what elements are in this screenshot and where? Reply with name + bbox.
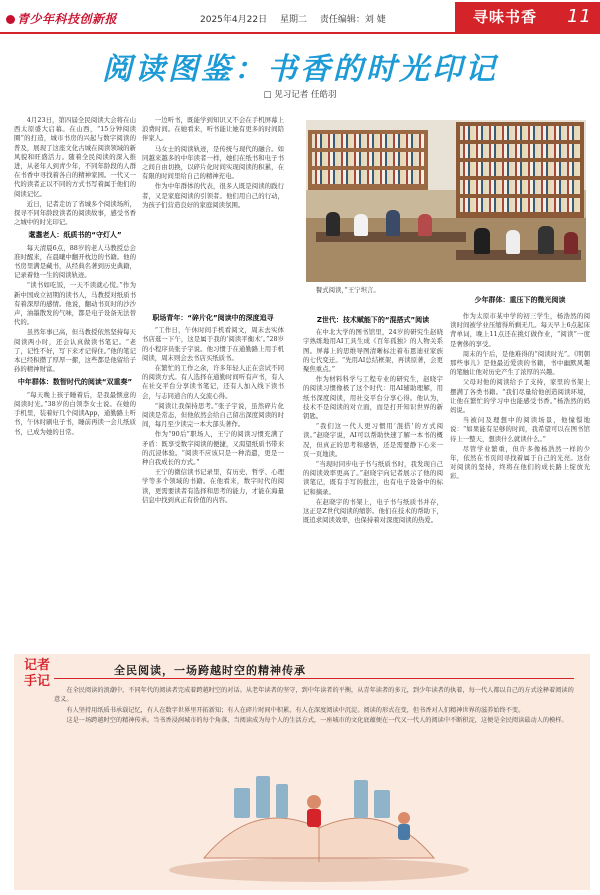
paragraph: 作为材料科学与工程专业的研究生，赵晓宇的阅读习惯像极了这个时代：用AI辅助理解，用纸书深度阅读，用社交平台分享心得。他认为，技术不是阅读的对立面，而是打开知识世界的新钥匙。 bbox=[303, 375, 443, 421]
paragraph: 作为太原市某中学的初三学生，杨浩然的阅读时间被学业压缩得所剩无几。每天早上6点起床背单词，晚上11点还在挑灯做作业，“阅读”一度是奢侈的享受。 bbox=[450, 312, 590, 348]
article-title: 阅读图鉴：书香的时光印记 bbox=[102, 52, 498, 87]
logo-text: 青少年科技创新报 bbox=[17, 12, 118, 26]
section-name: 寻味书香 bbox=[473, 8, 538, 26]
article-column-2 bbox=[142, 116, 284, 288]
reporter-notes-tag: 记者手记 bbox=[24, 658, 51, 689]
paragraph: 有人坚持用纸质书承载记忆，有人在数字世界里开拓新知；有人在碎片时间中积累，有人在深度阅读中沉淀。阅读的形式在变，但书香对人们精神世界的滋养始终不变。 bbox=[66, 706, 525, 714]
paragraph: 在繁忙的工作之余，许多年轻人正在尝试不同的阅读方式。有人选择在通勤时间听有声书，有人在社交平台分享读书笔记，还有人加入线下读书会，与志同道合的人交流心得。 bbox=[142, 364, 284, 400]
paragraph: 尽管学业繁重，但许多像杨浩然一样的少年，依然在书页间寻找着属于自己的光亮。这份对阅读的坚持，终将在他们的成长路上绽放光彩。 bbox=[450, 444, 590, 481]
paragraph: 作为中年群体的代表，很多人既是阅读的践行者，又是家庭阅读的引领者。他们用自己的行动，为孩子们营造良好的家庭阅读氛围。 bbox=[142, 182, 284, 209]
subheading-young-professionals: 职场青年：“碎片化”阅读中的深度追寻 bbox=[152, 314, 274, 322]
paragraph: 父母对他的阅读给予了支持，家里的书架上摆满了各类书籍。“我们尽量给他创造阅读环境，让他在繁忙的学习中也能感受书香。”杨浩然的妈妈说。 bbox=[450, 378, 590, 415]
paragraph: “我们这一代人更习惯用‘混搭’的方式阅读。”赵晓宇说，AI可以帮助快速了解一本书的概况，但真正的思考和感悟，还是需要静下心来一页一页地读。 bbox=[303, 422, 443, 458]
reporter-notes-box bbox=[14, 654, 590, 890]
article-column-2-lower bbox=[142, 310, 284, 646]
section-tab bbox=[455, 2, 600, 32]
paragraph: “当现时同步电子书与纸质书时，我发现自己的阅读效率更高了。”赵晓宇向记者展示了他的阅读笔记，既有手写的批注，也有电子设备中的标记和摘录。 bbox=[303, 460, 443, 496]
article-column-4-top bbox=[450, 292, 590, 310]
article-column-1 bbox=[14, 116, 136, 646]
subheading-middle-aged: 中年群体：数智时代的阅读“双重奏” bbox=[17, 378, 133, 387]
masthead bbox=[0, 0, 600, 38]
page-number: 11 bbox=[567, 6, 592, 27]
reporter-notes-body bbox=[54, 686, 579, 727]
paragraph: 在中北大学的图书馆里，24岁的研究生赵晓宇熟练地用AI工具生成《百年孤独》的人物关系图。屏幕上的思维导图清晰标注着布恩迪亚家族的七代变迁。“先用AI总结框架，再读原著，会更聚焦重点。” bbox=[303, 328, 443, 374]
paragraph: “每天晚上孩子睡着后，是我最惬意的阅读时光。”38岁的白领李女士说。在她的手机里，装着好几个阅读App，通勤路上听书，午休时刷电子书，睡前再读一会儿纸质书，已成为她的日常。 bbox=[14, 390, 136, 436]
paragraph: “工作日，午休时间手机看阅文，周末去实体书店逛一下午，这是属于我的‘阅读平衡术’。”28岁的小程序员张子宇说。他习惯于在通勤路上用手机阅读，周末则会去书店买纸质书。 bbox=[142, 326, 284, 362]
reporter-notes-title: 全民阅读，一场跨越时空的精神传承 bbox=[114, 664, 306, 677]
subheading-teenagers: 少年群体：重压下的微光阅读 bbox=[474, 296, 566, 304]
paragraph: 在全民阅读的浪潮中，不同年代的阅读者完成着跨越时空的对话。从老年读者的坚守，到中年读者的平衡，从青年读者的多元，到少年读者的执着，每一代人都以自己的方式诠释着阅读的意义。 bbox=[54, 687, 574, 704]
paragraph: 一边听书，既能学到知识又不会在手机屏幕上浪费时间。在她看来，听书能让她有更多的时间陪伴家人。 bbox=[142, 116, 284, 143]
reporter-notes-divider bbox=[54, 678, 574, 679]
paragraph: 每天清晨6点，88岁的老人马教授总会准时醒来，在晨曦中翻开枕边的书籍。他的书房里满是藏书，从经典名著到历史典籍，记录着他一生的阅读轨迹。 bbox=[14, 243, 136, 280]
logo-mark-icon bbox=[6, 15, 15, 24]
library-photo bbox=[306, 120, 586, 282]
paragraph: 马女士的阅读轨迹，是传统与现代的融合。如同越来越多的中年读者一样，她们在纸书和电子书之间自由切换，以碎片化时间实现阅读的积累，在有限的时间里给自己的精神充电。 bbox=[142, 144, 284, 181]
paragraph: “读书如吃饭，一天不读就心慌。”作为新中国成立初期的读书人，马教授对纸质书有着深厚的感情。他说，翻动书页时的沙沙声，油墨散发的气味，都是电子设备无法替代的。 bbox=[14, 281, 136, 327]
issue-date: 2025年4月22日 bbox=[200, 15, 268, 25]
paragraph: 在赵晓宇的书架上，电子书与纸质书并存，这正是Z世代阅读的缩影。他们在技术的帮助下，既追求阅读效率，也保持着对深度阅读的热爱。 bbox=[303, 497, 443, 525]
paragraph: 作为“90后”职场人，王宁的阅读习惯充满了矛盾：既享受数字阅读的便捷，又渴望纸质书带来的沉浸体验。“阅读不应该只是一种消遣，更是一种自我成长的方式。” bbox=[142, 430, 284, 467]
reading-illustration bbox=[164, 758, 474, 884]
paragraph: 当被问及理想中的阅读场景，他憧憬地说：“如果能有足够的时间，我希望可以在图书馆待上一整天，想读什么就读什么。” bbox=[450, 416, 590, 443]
article-column-3 bbox=[303, 312, 443, 646]
editor-credit: 责任编辑：刘 婕 bbox=[319, 15, 386, 25]
paragraph: 4月23日，第四届全民阅读大会将在山西太原盛大启幕。在山西，“15分钟阅读圈”的打造，城市书房的兴起与数字阅读的普及，展现了这座文化古城在阅读领域的新风貌和旺盛活力。随着全民阅读的深入推进，从老年人到青少年，不同年龄段的人群在书香中寻找着各自的精神家园。一代又一代的读者正以不同的方式书写着属于他们的阅读记忆。 bbox=[14, 116, 136, 198]
newspaper-logo bbox=[6, 10, 117, 27]
paragraph: 周末的午后，是他难得的“阅读时光”。《明朝那些事儿》是他最近爱读的书籍，书中幽默风趣的笔触让他对历史产生了浓厚的兴趣。 bbox=[450, 349, 590, 377]
paragraph: “阅读让我保持思考。”张子宇说，虽然碎片化阅读是常态，但他依然会给自己留出深度阅读的时间，每月至少读完一本大部头著作。 bbox=[142, 401, 284, 429]
header-divider bbox=[0, 32, 600, 34]
paragraph: 王宁的微信读书记录里，有历史、哲学、心理学等多个领域的书籍。在他看来，数字时代的阅读，更需要读者有选择和思考的能力，才能在海量信息中找到真正有价值的内容。 bbox=[142, 468, 284, 504]
date-line bbox=[200, 12, 396, 25]
article-column-3-top bbox=[303, 286, 443, 310]
paragraph: 近日，记者走访了省城多个阅读场所，探寻不同年龄段读者的阅读故事，感受书香之城中的时光印记。 bbox=[14, 199, 136, 227]
subheading-gen-z: Z世代：技术赋能下的“混搭式”阅读 bbox=[316, 316, 430, 324]
paragraph: 餐式阅读，”王宁坦言。 bbox=[315, 286, 380, 294]
issue-weekday: 星期二 bbox=[279, 15, 307, 25]
paragraph: 这是一场跨越时空的精神传承。当书香浸润城市的每个角落，当阅读成为每个人的生活方式，一座城市的文化底蕴便在一代又一代人的阅读中不断积淀，这便是全民阅读最动人的模样。 bbox=[66, 717, 568, 725]
article-column-4 bbox=[450, 312, 590, 646]
article-byline: □ 见习记者 任皓羽 bbox=[263, 90, 337, 100]
paragraph: 虽然年事已高，但马教授依然坚持每天阅读两小时，还会认真做读书笔记。“老了，记性不好，写下来才记得住。”他的笔记本已经积攒了厚厚一摞，这些都是他留给子孙的精神财富。 bbox=[14, 328, 136, 374]
subheading-elderly: 耄耋老人：纸质书的“守灯人” bbox=[28, 231, 122, 240]
